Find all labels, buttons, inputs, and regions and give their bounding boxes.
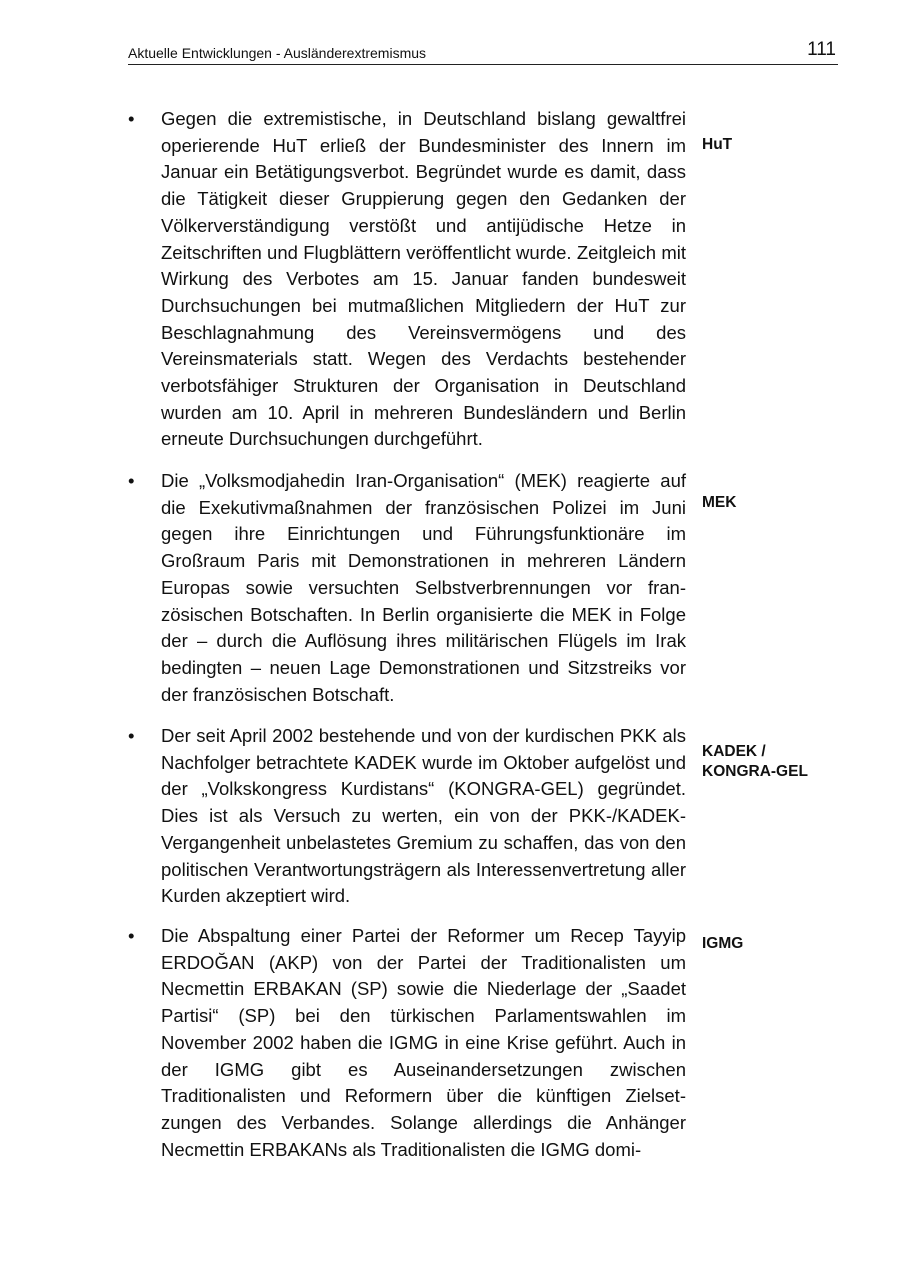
list-item-hut (128, 106, 688, 453)
list-item-igmg (128, 923, 688, 1163)
list-item-mek (128, 468, 688, 708)
margin-note-igmg: IGMG (702, 935, 744, 952)
list-item-kadek (128, 723, 688, 910)
paragraph-text: Die Abspaltung einer Partei der Reformer um Recep Tayyip ERDOĞAN (AKP) von der Partei der Traditionalisten um Necmettin ERBAKAN (SP) sowie die Niederlage der „Saadet Partisi“ (SP) bei den türkischen Parlamentswahlen im November 2002 haben die IGMG in eine Krise geführt. Auch in der IGMG gibt es Auseinandersetzungen zwischen Traditionalisten und Reformern über die künftigen Zielsetzungen des Verbandes. Solange allerdings die Anhänger Necmettin ERBAKANs als Traditionalisten die IGMG domi- (161, 925, 686, 1160)
margin-note-kadek: KADEK / KONGRA-GEL (702, 743, 808, 780)
paragraph-text: Gegen die extremistische, in Deutschland bislang gewaltfrei operierende HuT erließ der Bundesminister des Innern im Januar ein Betätigungsverbot. Begründet wurde es damit, dass die Tätigkeit dieser Gruppierung gegen den Gedanken der Völkerverständigung verstößt und antijüdische Hetze in Zeitschriften und Flugblättern veröffentlicht wurde. Zeitgleich mit Wirkung des Verbotes am 15. Januar fanden bundesweit Durchsuchungen bei mutmaßlichen Mitgliedern der HuT zur Beschlagnahmung des Vereinsvermögens und des Vereinsmaterials statt. Wegen des Verdachts bestehender verbotsfähiger Strukturen der Organisation in Deutschland wurden am 10. April in mehreren Bundesländern und Berlin erneute Durchsuchungen durchgeführt. (161, 108, 686, 450)
margin-note-mek: MEK (702, 494, 737, 511)
header-title: Aktuelle Entwicklungen - Ausländerextremismus (128, 45, 427, 61)
page-header (128, 36, 838, 65)
bullet-icon: • (128, 470, 135, 491)
bullet-icon: • (128, 108, 135, 129)
paragraph-text: Die „Volksmodjahedin Iran-Organisation“ (MEK) reagierte auf die Exekutivmaßnahmen der französischen Polizei im Juni gegen ihre Einrichtungen und Führungsfunktionäre im Großraum Paris mit Demonstrationen in mehreren Ländern Europas sowie versuchten Selbstverbrennungen vor französischen Botschaften. In Berlin organisierte die MEK in Folge der – durch die Auflösung ihres militärischen Flügels im Irak bedingten – neuen Lage Demonstrationen und Sitzstreiks vor der französischen Botschaft. (161, 470, 686, 705)
margin-note-hut: HuT (702, 136, 733, 153)
bullet-icon: • (128, 725, 135, 746)
paragraph-text: Der seit April 2002 bestehende und von der kurdischen PKK als Nachfolger betrachtete KADEK wurde im Oktober aufgelöst und der „Volkskongress Kurdistans“ (KONGRA-GEL) gegründet. Dies ist als Versuch zu werten, ein von der PKK-/KADEK-Vergangenheit unbelastetes Gremium zu schaffen, das von den politischen Verantwortungsträgern als Interessenvertretung aller Kurden akzeptiert wird. (161, 725, 686, 907)
bullet-icon: • (128, 925, 135, 946)
page-number: 111 (807, 39, 836, 60)
